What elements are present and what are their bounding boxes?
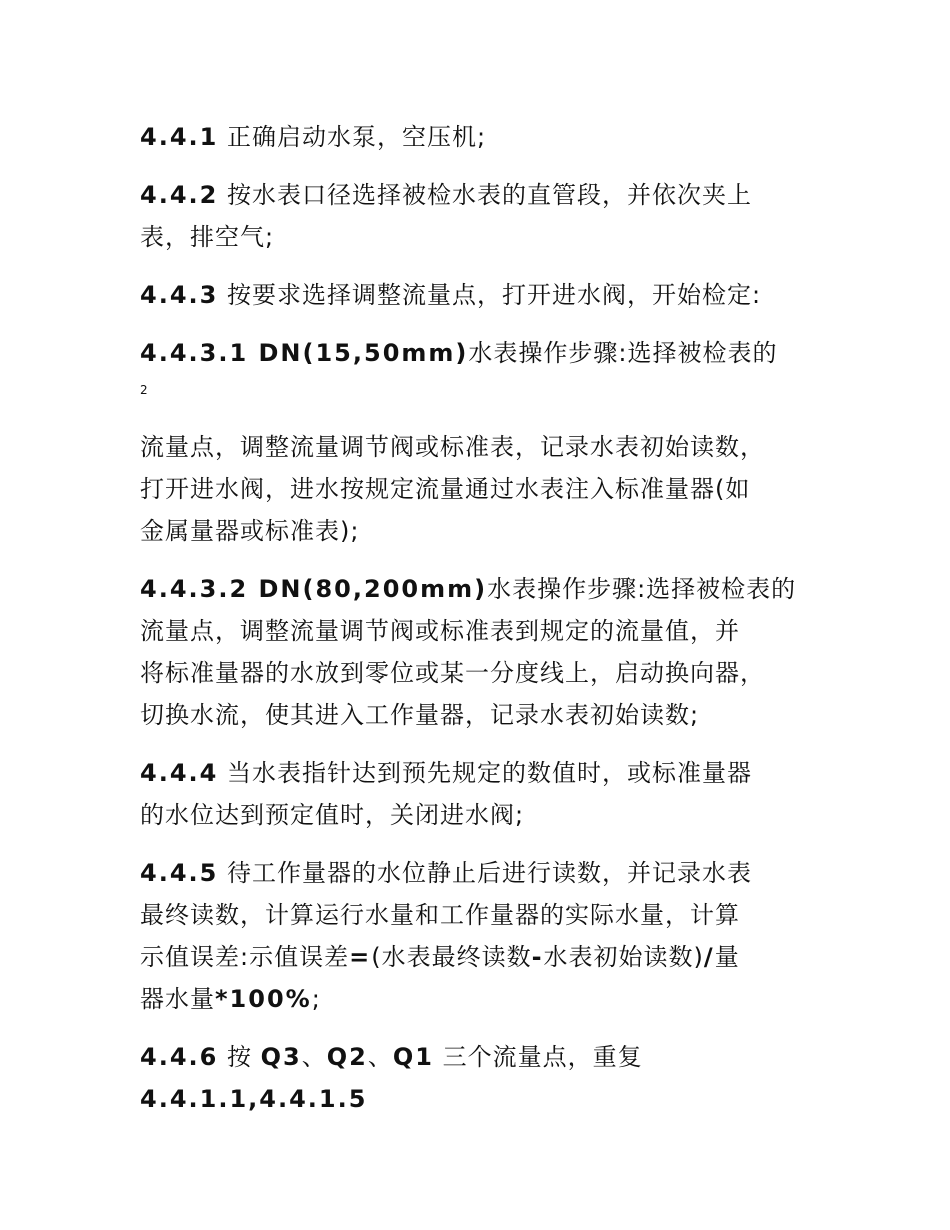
paragraph-text: 按水表口径选择被检水表的直管段，并依次夹上 [218, 181, 752, 209]
section-4-4-4 [140, 752, 820, 836]
equals-sign: = [349, 943, 372, 971]
formula-text: ; [311, 985, 321, 1013]
formula-line [140, 978, 820, 1020]
section-number: 4.4.3.1 DN(15,50mm) [140, 339, 469, 367]
paragraph-text: 正确启动水泵，空压机; [218, 123, 487, 151]
line: 打开进水阀，进水按规定流量通过水表注入标准量器(如 [140, 475, 751, 503]
line: 流量点，调整流量调节阀或标准表到规定的流量值，并 [140, 617, 740, 645]
formula-text: 示值误差:示值误差 [140, 943, 350, 971]
line [140, 1036, 820, 1078]
section-number: 4.4.3.2 DN(80,200mm) [140, 575, 488, 603]
section-4-4-3-1 [140, 332, 820, 374]
line: 将标准量器的水放到零位或某一分度线上，启动换向器， [140, 659, 765, 687]
section-number: 4.4.3 [140, 281, 219, 309]
section-4-4-6 [140, 1036, 820, 1120]
separator: 、 [301, 1043, 327, 1071]
line [140, 332, 820, 374]
section-number: 4.4.5 [140, 859, 219, 887]
line: 的水位达到预定值时，关闭进水阀; [140, 801, 525, 829]
paragraph-text: 待工作量器的水位静止后进行读数，并记录水表 [218, 859, 752, 887]
document-page [140, 116, 820, 1136]
formula-text: 量 [714, 943, 740, 971]
paragraph-text: 水表操作步骤:选择被检表的 [487, 575, 797, 603]
line [140, 174, 820, 216]
line [140, 568, 820, 610]
line [140, 274, 820, 316]
formula-text: 器水量 [140, 985, 215, 1013]
section-4-4-1 [140, 116, 820, 158]
section-4-4-3-2 [140, 568, 820, 736]
section-reference: 4.4.1.1,4.4.1.5 [140, 1085, 368, 1113]
flow-point-q3: Q3 [260, 1043, 302, 1071]
flow-point-q2: Q2 [326, 1043, 368, 1071]
separator: 、 [367, 1043, 393, 1071]
section-number: 4.4.6 [140, 1043, 219, 1071]
line: 表，排空气; [140, 223, 275, 251]
paragraph-text: 当水表指针达到预先规定的数值时，或标准量器 [218, 759, 752, 787]
flow-point-q1: Q1 [392, 1043, 434, 1071]
formula-line [140, 936, 820, 978]
paragraph-text: 三个流量点，重复 [433, 1043, 643, 1071]
minus-sign: - [531, 943, 544, 971]
paragraph-text: 水表操作步骤:选择被检表的 [468, 339, 778, 367]
line [140, 116, 820, 158]
line: 流量点，调整流量调节阀或标准表，记录水表初始读数， [140, 433, 765, 461]
formula-text: 水表初始读数) [543, 943, 704, 971]
paragraph-text: 按 [218, 1043, 261, 1071]
formula-text: (水表最终读数 [371, 943, 532, 971]
page-number: 2 [140, 383, 148, 397]
section-4-4-3-1-continued [140, 426, 820, 552]
section-4-4-2 [140, 174, 820, 258]
paragraph-text: 按要求选择调整流量点，打开进水阀，开始检定: [218, 281, 762, 309]
line [140, 852, 820, 894]
section-number: 4.4.1 [140, 123, 219, 151]
section-4-4-3 [140, 274, 820, 316]
line: 切换水流，使其进入工作量器，记录水表初始读数; [140, 701, 700, 729]
section-4-4-5 [140, 852, 820, 1020]
line: 最终读数，计算运行水量和工作量器的实际水量，计算 [140, 901, 740, 929]
line: 金属量器或标准表); [140, 517, 360, 545]
formula-multiplier: *100% [215, 985, 312, 1013]
section-number: 4.4.2 [140, 181, 219, 209]
line [140, 752, 820, 794]
section-number: 4.4.4 [140, 759, 219, 787]
divide-sign: / [703, 943, 715, 971]
